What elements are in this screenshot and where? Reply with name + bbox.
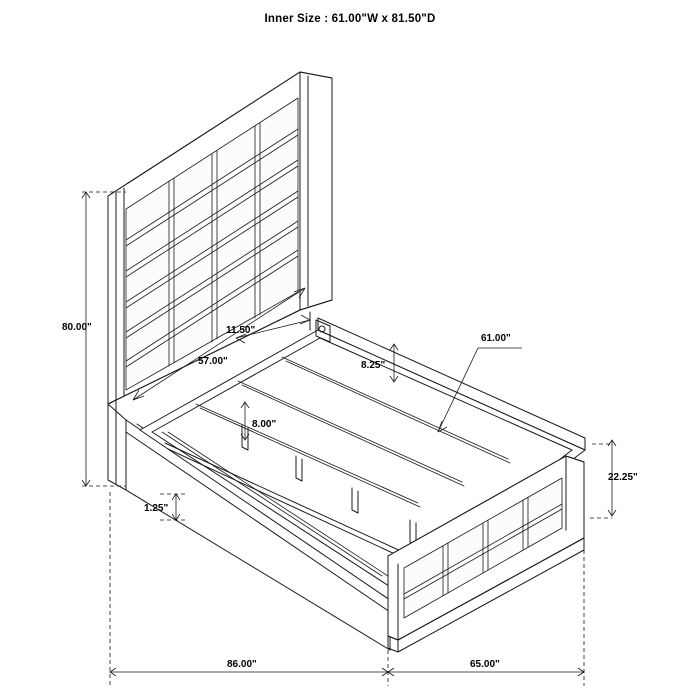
left-leg <box>108 400 126 490</box>
dim-label-mattress-width: 61.00" <box>481 333 511 344</box>
dim-label-footboard-height: 22.25" <box>608 472 638 483</box>
dim-label-clearance: 1.25" <box>144 503 169 514</box>
dim-label-footboard-width: 65.00" <box>470 659 500 670</box>
dim-label-height-overall: 80.00" <box>62 322 92 333</box>
dim-label-length-overall: 86.00" <box>227 659 257 670</box>
dim-height-overall <box>82 192 90 486</box>
page-title: Inner Size : 61.00"W x 81.50"D <box>264 13 436 25</box>
dim-clearance <box>172 494 180 520</box>
dim-label-headboard-depth: 11.50" <box>226 325 256 336</box>
bed-frame <box>126 312 585 650</box>
dim-label-rail-height: 8.25" <box>361 360 386 371</box>
dim-label-headboard-width: 57.00" <box>198 356 228 367</box>
dim-label-slat-height: 8.00" <box>252 419 277 430</box>
